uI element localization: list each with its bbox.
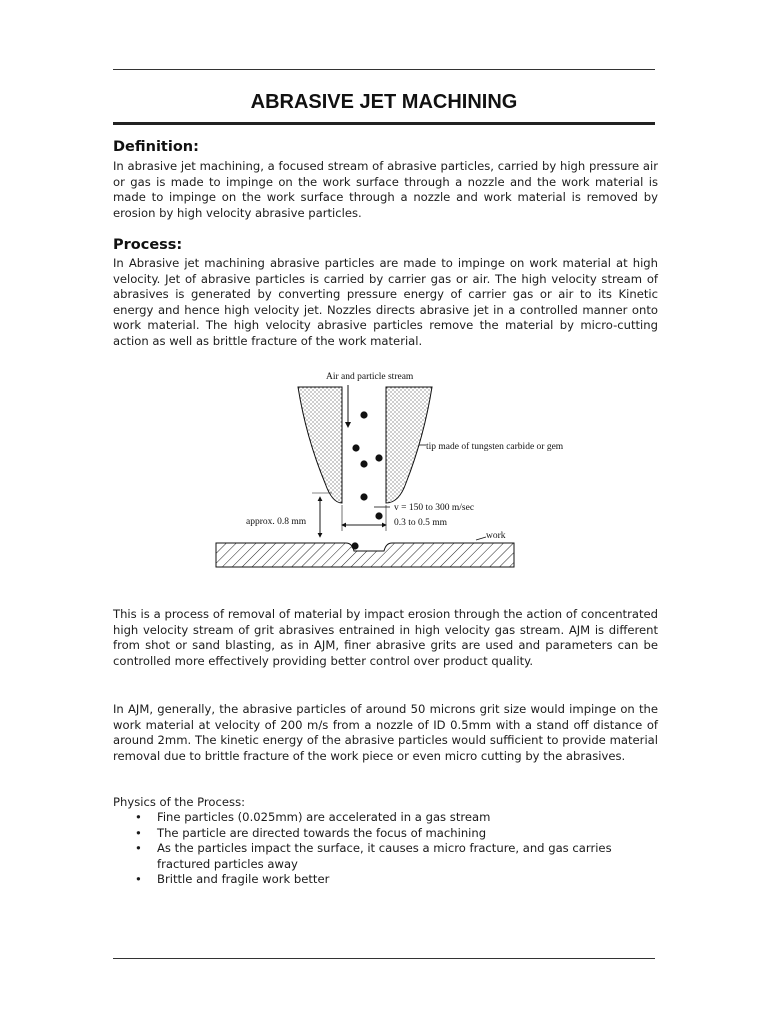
physics-bullet-list xyxy=(113,810,658,888)
bullet-icon: • xyxy=(135,810,142,824)
ajm-parameters-paragraph: In AJM, generally, the abrasive particles of around 50 microns grit size would impinge on the work material at velocity of 200 m/s from a nozzle of ID 0.5mm with a stand off distance of around 2mm. The kinetic energy of the abrasive particles would sufficient to provide material removal due to brittle fracture of the work piece or even micro cutting by the abrasives. xyxy=(113,702,658,763)
particle xyxy=(375,454,382,461)
particle xyxy=(360,460,367,467)
bullet-icon: • xyxy=(135,841,142,856)
label-work: work xyxy=(486,531,506,541)
process-paragraph: In Abrasive jet machining abrasive particles are made to impinge on work material at high velocity. Jet of abrasive particles is carried by carrier gas or air. The high velocity stream of abrasives is generated by converting pressure energy of carrier gas or air to its Kinetic energy and hence high velocity jet. Nozzles directs abrasive jet in a controlled manner onto work material. The high velocity abrasive particles remove the material by micro-cutting action as well as brittle fracture of the work material. xyxy=(113,256,658,348)
bullet-icon: • xyxy=(135,825,142,840)
nozzle-left-wall xyxy=(298,387,342,503)
list-item: • Fine particles (0.025mm) are accelerated in a gas stream xyxy=(135,810,491,824)
bottom-rule xyxy=(113,958,655,959)
label-velocity: v = 150 to 300 m/sec xyxy=(394,503,475,513)
particle xyxy=(360,411,367,418)
list-item: • As the particles impact the surface, it causes a micro fracture, and gas carries fractured particles away xyxy=(135,841,612,871)
definition-heading: Definition: xyxy=(113,139,199,155)
particle xyxy=(352,444,359,451)
list-item: • The particle are directed towards the focus of machining xyxy=(135,825,487,840)
top-rule xyxy=(113,69,655,70)
workpiece xyxy=(216,543,514,567)
label-standoff: approx. 0.8 mm xyxy=(246,517,307,527)
impact-erosion-paragraph: This is a process of removal of material by impact erosion through the action of concentrated high velocity stream of grit abrasives entrained in high velocity gas stream. AJM is different from shot or sand blasting, as in AJM, finer abrasive grits are used and parameters can be controlled more effectively providing better control over product quality. xyxy=(113,607,658,668)
label-air-particle-stream: Air and particle stream xyxy=(326,372,414,382)
process-heading: Process: xyxy=(113,237,183,253)
list-item: • Brittle and fragile work better xyxy=(135,872,330,887)
abrasive-jet-nozzle-diagram xyxy=(214,367,564,570)
physics-heading: Physics of the Process: xyxy=(113,795,246,809)
particle xyxy=(375,512,382,519)
label-diameter: 0.3 to 0.5 mm xyxy=(394,518,448,528)
title-underline xyxy=(113,122,655,125)
label-tip-material: tip made of tungsten carbide or gem xyxy=(426,442,564,452)
bullet-icon: • xyxy=(135,872,142,887)
work-leader xyxy=(476,537,486,540)
definition-paragraph: In abrasive jet machining, a focused stream of abrasive particles, carried by high pressure air or gas is made to impinge on the work surface through a nozzle and the work material is made to impinge on the work surface through a nozzle and work material is removed by erosion by high velocity abrasive particles. xyxy=(113,159,658,220)
particle xyxy=(360,493,367,500)
page-title: ABRASIVE JET MACHINING xyxy=(250,91,518,113)
